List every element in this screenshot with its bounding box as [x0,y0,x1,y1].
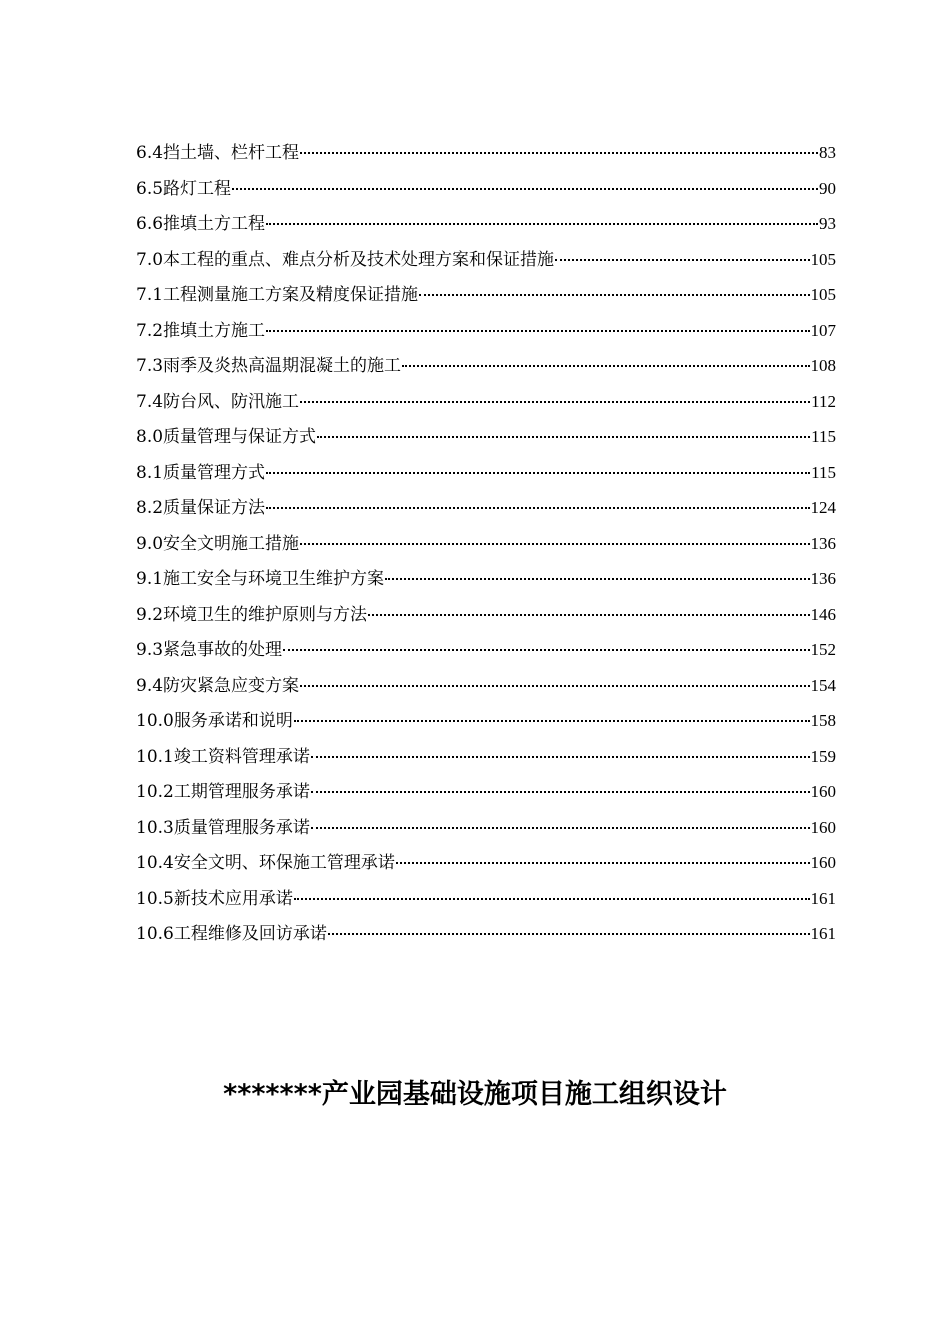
toc-entry[interactable] [136,172,836,208]
toc-page-number: 124 [810,498,836,517]
toc-page-number: 154 [810,675,836,695]
toc-entry[interactable] [136,527,836,563]
toc-entry[interactable] [136,598,836,634]
toc-page-number: 161 [810,924,836,943]
toc-page-number: 160 [810,817,836,837]
toc-page-number: 108 [810,356,836,375]
toc-entry[interactable] [136,420,836,456]
toc-dot-leader [311,807,810,829]
toc-dot-leader [419,274,809,296]
toc-entry-label: 7.4防台风、防汛施工 [136,391,300,412]
toc-page-number: 160 [810,782,836,801]
toc-entry[interactable] [136,775,836,811]
toc-entry[interactable] [136,562,836,598]
toc-page-number: 161 [810,888,836,908]
toc-entry[interactable] [136,917,836,953]
toc-entry[interactable] [136,846,836,882]
toc-entry-label: 6.6推填土方工程 [136,214,266,234]
toc-dot-leader [266,487,809,509]
toc-dot-leader [294,700,810,722]
toc-dot-leader [385,558,809,580]
toc-entry-label: 8.2质量保证方法 [136,498,266,518]
toc-entry-label: 9.3紧急事故的处理 [136,640,283,660]
toc-entry-label: 7.0本工程的重点、难点分析及技术处理方案和保证措施 [136,249,555,270]
toc-page-number: 136 [810,533,836,553]
toc-entry-label: 6.5路灯工程 [136,178,232,199]
toc-entry-label: 9.2环境卫生的维护原则与方法 [136,604,368,625]
toc-dot-leader [266,310,809,332]
toc-dot-leader [328,913,810,935]
toc-dot-leader [232,168,818,190]
toc-entry-label: 9.4防灾紧急应变方案 [136,675,300,696]
toc-page-number: 115 [811,427,836,446]
toc-entry[interactable] [136,243,836,279]
toc-page-number: 159 [810,746,836,766]
table-of-contents [136,136,836,953]
toc-entry[interactable] [136,740,836,776]
toc-dot-leader [300,665,809,687]
toc-dot-leader [311,771,810,793]
toc-entry-label: 10.2工期管理服务承诺 [136,782,310,802]
toc-page-number: 160 [810,853,836,872]
toc-dot-leader [317,416,810,438]
toc-entry[interactable] [136,882,836,918]
toc-entry[interactable] [136,278,836,314]
toc-dot-leader [300,381,810,403]
toc-entry[interactable] [136,811,836,847]
toc-entry[interactable] [136,314,836,350]
toc-entry[interactable] [136,349,836,385]
toc-entry[interactable] [136,385,836,421]
toc-page-number: 93 [819,214,836,233]
toc-dot-leader [402,345,809,367]
toc-page-number: 115 [811,462,836,482]
toc-entry-label: 7.3雨季及炎热高温期混凝土的施工 [136,356,402,376]
toc-entry[interactable] [136,491,836,527]
toc-entry[interactable] [136,633,836,669]
toc-entry-label: 10.5新技术应用承诺 [136,888,293,909]
toc-entry[interactable] [136,669,836,705]
toc-dot-leader [368,594,809,616]
toc-entry-label: 8.1质量管理方式 [136,462,266,483]
toc-entry-label: 7.2推填土方施工 [136,320,266,341]
toc-entry-label: 7.1工程测量施工方案及精度保证措施 [136,285,419,305]
toc-entry[interactable] [136,136,836,172]
toc-entry-label: 10.1竣工资料管理承诺 [136,746,310,767]
toc-entry-label: 6.4挡土墙、栏杆工程 [136,143,300,163]
toc-dot-leader [266,452,810,474]
toc-page-number: 158 [810,711,836,730]
toc-entry-label: 10.4安全文明、环保施工管理承诺 [136,853,395,873]
toc-entry-label: 9.1施工安全与环境卫生维护方案 [136,569,385,589]
toc-dot-leader [283,629,809,651]
toc-entry[interactable] [136,456,836,492]
toc-dot-leader [555,239,809,261]
toc-dot-leader [300,132,818,154]
toc-page-number: 146 [810,604,836,624]
toc-dot-leader [294,878,810,900]
toc-page-number: 90 [819,178,836,198]
toc-entry[interactable] [136,704,836,740]
toc-page-number: 112 [811,391,836,411]
toc-dot-leader [311,736,810,758]
toc-entry-label: 8.0质量管理与保证方式 [136,427,317,447]
toc-page-number: 107 [810,320,836,340]
toc-entry-label: 10.3质量管理服务承诺 [136,817,310,838]
toc-page-number: 136 [810,569,836,588]
toc-entry[interactable] [136,207,836,243]
toc-page-number: 83 [819,143,836,162]
toc-entry-label: 10.6工程维修及回访承诺 [136,924,327,944]
toc-page-number: 105 [810,285,836,304]
toc-dot-leader [300,523,809,545]
toc-dot-leader [266,203,818,225]
toc-page-number: 152 [810,640,836,659]
toc-entry-label: 9.0安全文明施工措施 [136,533,300,554]
toc-page-number: 105 [810,249,836,269]
toc-entry-label: 10.0服务承诺和说明 [136,711,293,731]
document-title: *******产业园基础设施项目施工组织设计 [223,1079,727,1110]
toc-dot-leader [396,842,810,864]
